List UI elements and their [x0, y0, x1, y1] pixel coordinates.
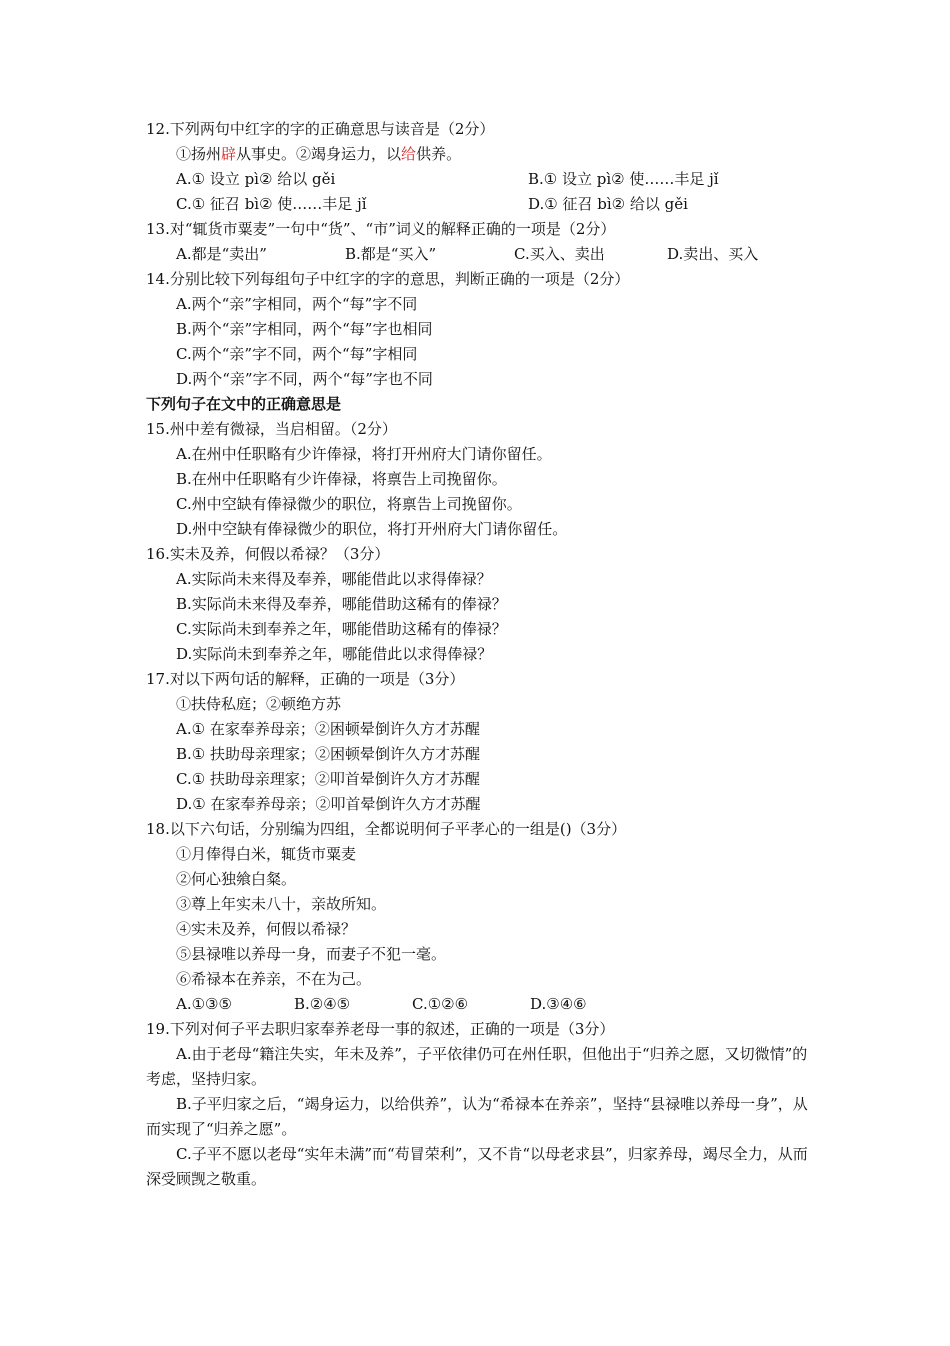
q14-stem: 14.分别比较下列每组句子中红字的字的意思，判断正确的一项是（2分） — [146, 270, 630, 288]
q18-stem: 18.以下六句话，分别编为四组，全都说明何子平孝心的一组是()（3分） — [146, 820, 627, 838]
q18-option-a[interactable]: A.①③⑤ — [176, 995, 232, 1013]
q16-option-a[interactable]: A.实际尚未来得及奉养，哪能借此以求得俸禄？ — [176, 570, 492, 588]
q18-option-b[interactable]: B.②④⑤ — [294, 995, 351, 1013]
q12-stem: 12.下列两句中红字的字的正确意思与读音是（2分） — [146, 120, 495, 138]
q19-stem: 19.下列对何子平去职归家奉养老母一事的叙述，正确的一项是（3分） — [146, 1020, 615, 1038]
q19-option-c[interactable]: C.子平不愿以老母“实年未满”而“苟冒荣利”，又不肯“以母老求县”，归家养母，竭尽全力，从而深受顾觊之敬重。 — [146, 1145, 808, 1188]
q14-option-c[interactable]: C.两个“亲”字不同，两个“每”字相同 — [176, 345, 418, 363]
q13-stem: 13.对“辄货市粟麦”一句中“货”、“市”词义的解释正确的一项是（2分） — [146, 220, 616, 238]
q15-stem: 15.州中差有微禄，当启相留。（2分） — [146, 420, 397, 438]
q16-option-d[interactable]: D.实际尚未到奉养之年，哪能借此以求得俸禄？ — [176, 645, 493, 663]
q15-option-d[interactable]: D.州中空缺有俸禄微少的职位，将打开州府大门请你留任。 — [176, 520, 568, 538]
q16-option-b[interactable]: B.实际尚未来得及奉养，哪能借助这稀有的俸禄？ — [176, 595, 507, 613]
q19-option-a[interactable]: A.由于老母“籍注失实，年未及养”，子平依律仍可在州任职，但他出于“归养之愿，又切微情”的考虑，坚持归家。 — [146, 1045, 808, 1088]
q15-option-b[interactable]: B.在州中任职略有少许俸禄，将禀告上司挽留你。 — [176, 470, 507, 488]
q18-item-5: ⑤县禄唯以养母一身，而妻子不犯一毫。 — [176, 945, 447, 963]
q14-option-d[interactable]: D.两个“亲”字不同，两个“每”字也不同 — [176, 370, 433, 388]
q16-option-c[interactable]: C.实际尚未到奉养之年，哪能借助这稀有的俸禄？ — [176, 620, 507, 638]
q12-option-c[interactable]: C.① 征召 bì② 使……丰足 jǐ — [176, 195, 367, 213]
q19-option-b[interactable]: B.子平归家之后，“竭身运力，以给供养”，认为“希禄本在养亲”，坚持“县禄唯以养母一身”，从而实现了“归养之愿”。 — [146, 1095, 808, 1138]
q18-options-row — [146, 992, 814, 1017]
q14-option-b[interactable]: B.两个“亲”字相同，两个“每”字也相同 — [176, 320, 433, 338]
q17-stem: 17.对以下两句话的解释，正确的一项是（3分） — [146, 670, 465, 688]
q14-option-a[interactable]: A.两个“亲”字相同，两个“每”字不同 — [176, 295, 418, 313]
q18-option-d[interactable]: D.③④⑥ — [530, 995, 587, 1013]
q12-option-d[interactable]: D.① 征召 bì② 给以 gěi — [528, 195, 688, 213]
q12-options-row-1 — [146, 167, 814, 192]
q15-option-c[interactable]: C.州中空缺有俸禄微少的职位，将禀告上司挽留你。 — [176, 495, 522, 513]
q13-option-b[interactable]: B.都是“买入” — [345, 245, 437, 263]
q18-item-3: ③尊上年实未八十，亲故所知。 — [176, 895, 387, 913]
exam-page — [146, 117, 814, 1192]
q15-option-a[interactable]: A.在州中任职略有少许俸禄，将打开州府大门请你留任。 — [176, 445, 552, 463]
q13-option-d[interactable]: D.卖出、买入 — [667, 245, 759, 263]
q12-option-b[interactable]: B.① 设立 pì② 使……丰足 jǐ — [528, 170, 719, 188]
q13-option-c[interactable]: C.买入、卖出 — [514, 245, 605, 263]
section-heading: 下列句子在文中的正确意思是 — [146, 395, 342, 413]
q12-red-char-b: 给 — [401, 145, 417, 163]
q18-item-6: ⑥希禄本在养亲，不在为己。 — [176, 970, 372, 988]
q17-sentences: ①扶侍私庭；②顿绝方苏 — [176, 695, 342, 713]
q13-options-row — [146, 242, 814, 267]
q18-item-4: ④实未及养，何假以希禄？ — [176, 920, 357, 938]
q12-sentences: ①扬州辟从事史。②竭身运力，以给供养。 — [176, 145, 462, 163]
q18-item-2: ②何心独飨白粲。 — [176, 870, 297, 888]
q17-option-b[interactable]: B.① 扶助母亲理家；②困顿晕倒许久方才苏醒 — [176, 745, 481, 763]
q18-option-c[interactable]: C.①②⑥ — [412, 995, 469, 1013]
q12-option-a[interactable]: A.① 设立 pì② 给以 gěi — [176, 170, 336, 188]
q17-option-d[interactable]: D.① 在家奉养母亲；②叩首晕倒许久方才苏醒 — [176, 795, 481, 813]
q16-stem: 16.实未及养，何假以希禄？（3分） — [146, 545, 390, 563]
q18-item-1: ①月俸得白米，辄货市粟麦 — [176, 845, 357, 863]
q17-option-a[interactable]: A.① 在家奉养母亲；②困顿晕倒许久方才苏醒 — [176, 720, 480, 738]
q13-option-a[interactable]: A.都是“卖出” — [176, 245, 267, 263]
q17-option-c[interactable]: C.① 扶助母亲理家；②叩首晕倒许久方才苏醒 — [176, 770, 480, 788]
q12-options-row-2 — [146, 192, 814, 217]
q12-red-char-a: 辟 — [221, 145, 237, 163]
